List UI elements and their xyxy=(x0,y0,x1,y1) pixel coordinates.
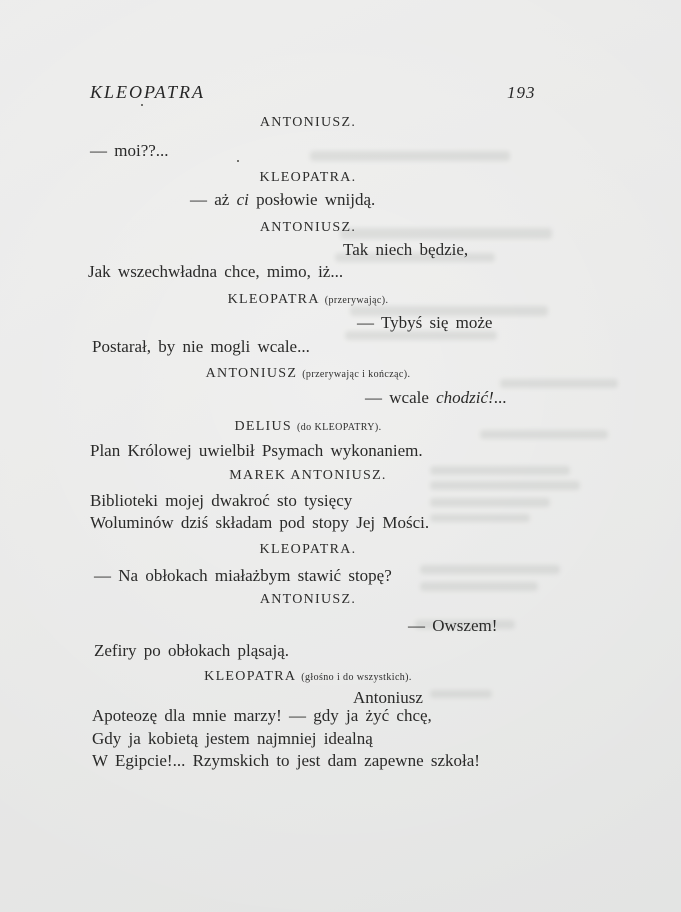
verse-line: Apoteozę dla mnie marzy! — gdy ja żyć chcę, xyxy=(92,706,432,725)
speaker-line xyxy=(60,170,556,186)
speaker-line xyxy=(60,468,556,484)
verse-line: Tak niech będzie, xyxy=(343,240,469,259)
showthrough-smudge xyxy=(430,690,492,698)
verse-text: ... xyxy=(493,388,507,407)
speaker-line xyxy=(60,292,556,308)
verse-line: Antoniusz xyxy=(353,688,423,707)
speaker-name: ANTONIUSZ. xyxy=(259,592,357,607)
speaker-name: KLEOPATRA xyxy=(204,669,297,684)
speaker-name: DELIUS xyxy=(234,419,293,434)
speaker-name: ANTONIUSZ xyxy=(205,366,298,381)
verse-line: Zefiry po obłokach pląsają. xyxy=(94,641,289,660)
running-head-title: KLEOPATRA xyxy=(90,82,206,102)
verse-line: Jak wszechwładna chce, mimo, iż... xyxy=(88,262,344,281)
verse-line: — Na obłokach miałażbym stawić stopę? xyxy=(94,566,392,585)
page-number: 193 xyxy=(507,83,536,102)
verse-text: — wcale xyxy=(365,388,437,407)
verse-line: — moi??... xyxy=(90,141,169,160)
showthrough-smudge xyxy=(310,151,510,161)
showthrough-smudge xyxy=(430,514,530,522)
speaker-line xyxy=(60,419,556,435)
speaker-line xyxy=(60,220,556,236)
stage-direction: (przerywając i kończąc). xyxy=(302,369,411,380)
speaker-line xyxy=(60,115,556,131)
verse-line: Woluminów dziś składam pod stopy Jej Mości. xyxy=(90,513,430,532)
showthrough-smudge xyxy=(420,565,560,574)
stage-direction: (głośno i do wszystkich). xyxy=(301,672,412,683)
verse-line xyxy=(190,190,375,210)
verse-line: — Owszem! xyxy=(408,616,498,635)
speaker-name: ANTONIUSZ. xyxy=(259,220,357,235)
verse-line: W Egipcie!... Rzymskich to jest dam zapewne szkoła! xyxy=(92,751,480,770)
scan-speck xyxy=(141,104,143,106)
stage-direction: (przerywając). xyxy=(324,295,389,306)
showthrough-smudge xyxy=(430,498,550,507)
stage-direction: (do KLEOPATRY). xyxy=(297,422,382,433)
verse-line: Postarał, by nie mogli wcale... xyxy=(92,337,310,356)
verse-line: — Tybyś się może xyxy=(357,313,493,332)
verse-line: Plan Królowej uwielbił Psymach wykonaniem. xyxy=(90,441,423,460)
speaker-name: ANTONIUSZ. xyxy=(259,115,357,130)
speaker-line xyxy=(60,592,556,608)
speaker-line xyxy=(60,366,556,382)
speaker-name: KLEOPATRA. xyxy=(259,542,357,557)
verse-text: posłowie wnijdą. xyxy=(248,190,376,209)
verse-line: Biblioteki mojej dwakroć sto tysięcy xyxy=(90,491,353,510)
verse-text-italic: chodzić! xyxy=(436,388,494,407)
speaker-line xyxy=(60,542,556,558)
showthrough-smudge xyxy=(420,582,538,591)
speaker-name: KLEOPATRA. xyxy=(259,170,357,185)
verse-text: — aż xyxy=(190,190,237,209)
speaker-name: MAREK ANTONIUSZ. xyxy=(229,468,387,483)
speaker-line xyxy=(60,669,556,685)
verse-text-italic: ci xyxy=(236,190,249,209)
verse-line xyxy=(365,388,506,408)
verse-line: Gdy ja kobietą jestem najmniej idealną xyxy=(92,729,373,748)
scan-speck xyxy=(237,160,239,162)
speaker-name: KLEOPATRA xyxy=(227,292,320,307)
